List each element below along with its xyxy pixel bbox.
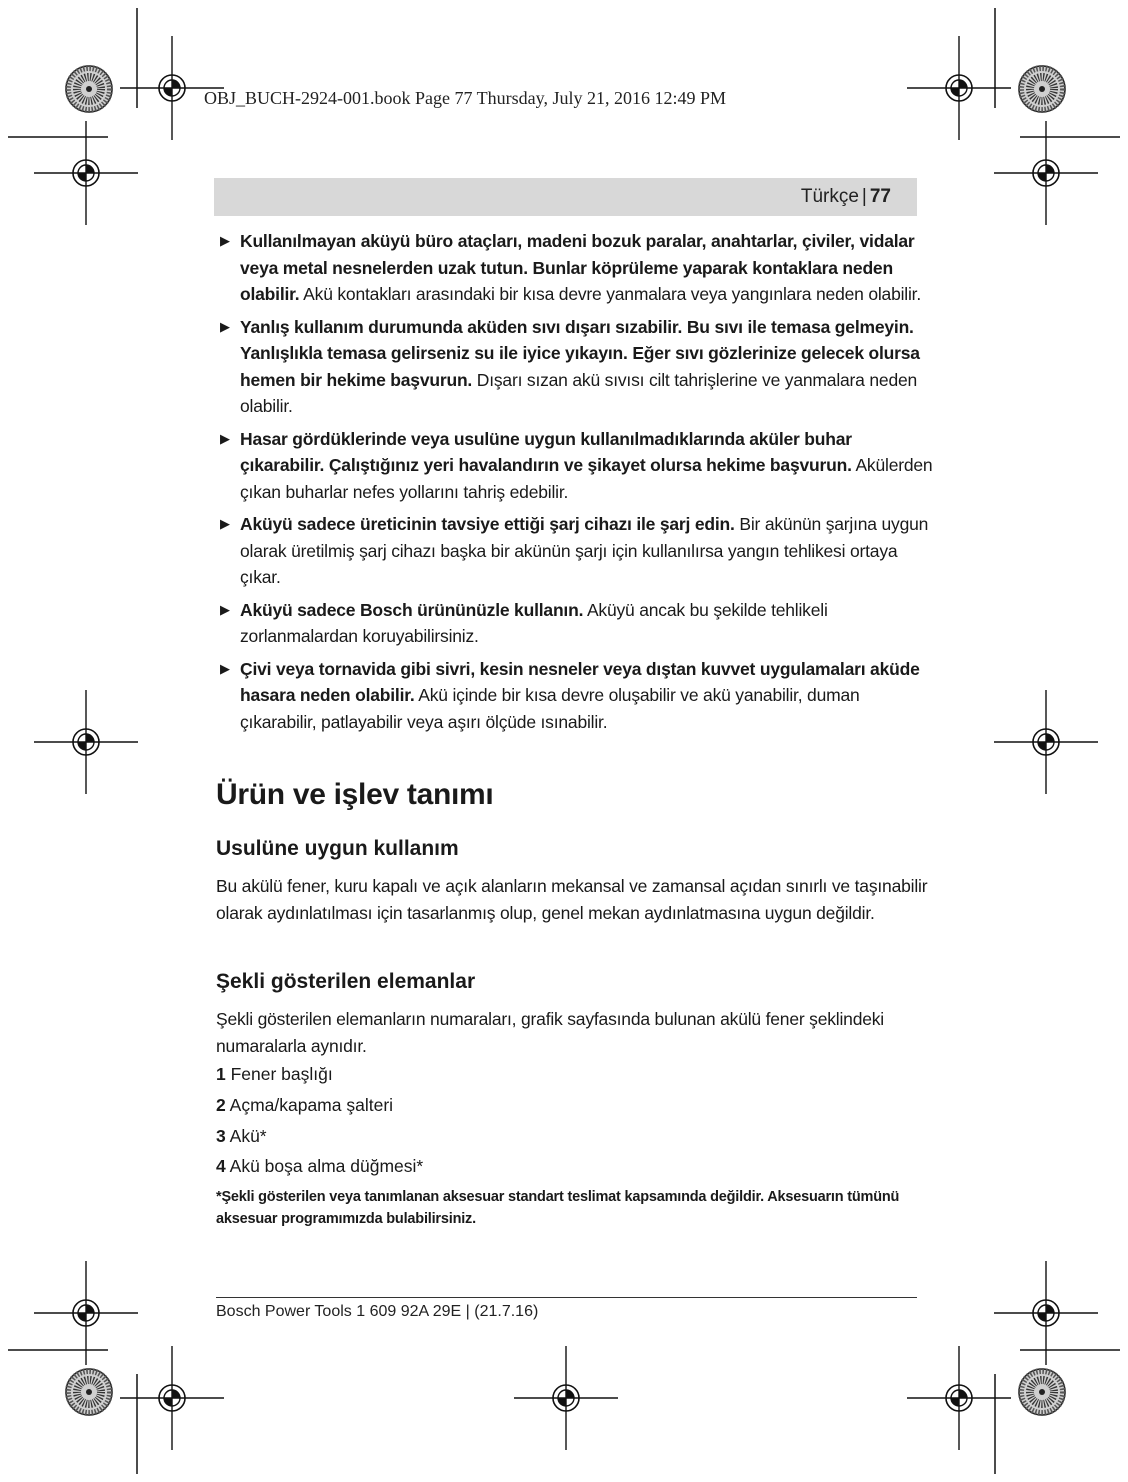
triangle-bullet-icon: ▶ (220, 430, 230, 446)
registration-target (994, 690, 1098, 794)
component-number: 1 (216, 1064, 226, 1084)
triangle-bullet-icon: ▶ (220, 660, 230, 676)
component-label: Akü boşa alma düğmesi* (229, 1156, 424, 1176)
triangle-bullet-icon: ▶ (220, 318, 230, 334)
warning-text: Bir akünün şarjına uygun olarak üretilmiş şarj cihazı başka bir akünün şarjı için kullanılırsa yangın tehlikesi ortaya çıkar. (240, 514, 929, 587)
component-item (216, 1061, 333, 1087)
warning-bold: Aküyü sadece üreticinin tavsiye ettiği şarj cihazı ile şarj edin. (240, 514, 735, 534)
components-heading: Şekli gösterilen elemanlar (216, 970, 476, 993)
component-item (216, 1123, 267, 1149)
color-star-target (1019, 66, 1065, 112)
component-number: 2 (216, 1095, 226, 1115)
running-head-language: Türkçe (800, 186, 859, 207)
component-item (216, 1153, 423, 1179)
warning-item (216, 314, 940, 420)
intended-use-heading: Usulüne uygun kullanım (216, 837, 459, 860)
component-number: 4 (216, 1156, 226, 1176)
warning-bold: Yanlış kullanım durumunda aküden sıvı dışarı sızabilir. Bu sıvı ile temasa gelmeyin. Yanlışlıkla temasa gelirseniz su ile iyice yıkayın. Eğer sıvı gözlerinize gelecek olursa hemen bir hekime başvurun. (240, 316, 920, 390)
warning-item (216, 228, 940, 308)
component-label: Akü* (229, 1126, 267, 1146)
triangle-bullet-icon: ▶ (220, 601, 230, 617)
component-label: Açma/kapama şalteri (229, 1095, 394, 1115)
page-number: 77 (869, 186, 891, 207)
registration-target (120, 1346, 224, 1450)
color-star-target (66, 1369, 112, 1415)
running-head (214, 178, 917, 216)
warning-bold: Çivi veya tornavida gibi sivri, kesin nesneler veya dıştan kuvvet uygulamaları aküde hasara neden olabilir. (240, 658, 920, 705)
warning-item (216, 426, 940, 506)
component-number: 3 (216, 1126, 226, 1146)
warning-text: Dışarı sızan akü sıvısı cilt tahrişlerine ve yanmalara neden olabilir. (240, 369, 918, 416)
warning-text: Akülerden çıkan buharlar nefes yollarını tahriş edebilir. (240, 455, 933, 502)
component-item (216, 1092, 393, 1118)
color-star-target (1019, 1369, 1065, 1415)
warning-bold: Kullanılmayan aküyü büro ataçları, madeni bozuk paralar, anahtarlar, çiviler, vidalar veya metal nesnelerden uzak tutun. Bunlar köprüleme yaparak kontaklara neden olabilir. (240, 231, 915, 304)
running-head-separator: | (861, 186, 867, 207)
footer-divider (216, 1297, 917, 1298)
triangle-bullet-icon: ▶ (220, 233, 230, 248)
registration-target (34, 690, 138, 794)
registration-target (907, 1346, 1011, 1450)
section-title: Ürün ve işlev tanımı (216, 778, 494, 811)
registration-target (994, 121, 1098, 225)
registration-target (514, 1346, 618, 1450)
safety-warnings (216, 228, 940, 741)
warning-bold: Hasar gördüklerinde veya usulüne uygun kullanılmadıklarında aküler buhar çıkarabilir. Çalıştığınız yeri havalandırın ve şikayet olursa hekime başvurun. (240, 428, 852, 475)
warning-text: Aküyü ancak bu şekilde tehlikeli zorlanmalardan koruyabilirsiniz. (240, 599, 828, 646)
components-intro: Şekli gösterilen elemanların numaraları, grafik sayfasında bulunan akülü fener şeklindeki numaralarla aynıdır. (216, 1009, 884, 1056)
warning-item (216, 597, 940, 650)
warning-item (216, 656, 940, 736)
intended-use-text: Bu akülü fener, kuru kapalı ve açık alanların mekansal ve zamansal açıdan sınırlı ve taşınabilir olarak aydınlatılması için tasarlanmış olup, genel mekan aydınlatmasına uygun değildir. (216, 876, 928, 923)
footer-text: Bosch Power Tools 1 609 92A 29E | (21.7.16) (216, 1303, 539, 1320)
warning-item (216, 511, 940, 591)
warning-text: Akü içinde bir kısa devre oluşabilir ve akü yanabilir, duman çıkarabilir, patlayabilir veya aşırı ölçüde ısınabilir. (240, 685, 860, 732)
component-label: Fener başlığı (230, 1064, 333, 1084)
registration-target (34, 1261, 138, 1365)
registration-target (34, 121, 138, 225)
accessory-footnote: *Şekli gösterilen veya tanımlanan aksesuar standart teslimat kapsamında değildir. Aksesuarın tümünü aksesuar programımızda bulabilirsiniz. (216, 1189, 900, 1227)
registration-target (907, 36, 1011, 140)
color-star-target (66, 66, 112, 112)
registration-target (994, 1261, 1098, 1365)
triangle-bullet-icon: ▶ (220, 516, 230, 531)
running-head-text (801, 186, 891, 208)
warning-bold: Aküyü sadece Bosch ürününüzle kullanın. (240, 599, 584, 620)
warning-text: Akü kontakları arasındaki bir kısa devre yanmalara veya yangınlara neden olabilir. (299, 284, 922, 304)
print-slug: OBJ_BUCH-2924-001.book Page 77 Thursday, July 21, 2016 12:49 PM (204, 88, 727, 108)
